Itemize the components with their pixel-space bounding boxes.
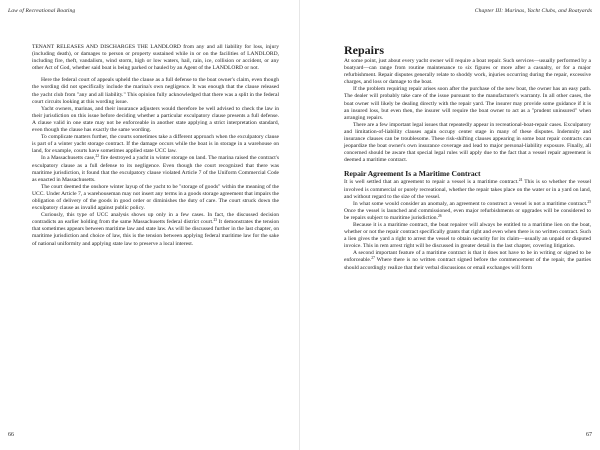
paragraph-text: A second important feature of a maritime contract is that it does not have to be in writing or signed to be enforceable. <box>344 250 591 264</box>
paragraph-text: This is so whether the vessel involved is commercial or purely recreational, whether the repair takes place on the water or in a yard on land, and without regard to the size of the vessel. <box>344 179 591 200</box>
running-head-left: Law of Recreational Boating <box>8 8 76 14</box>
right-page <box>300 0 600 450</box>
footnote-ref[interactable]: 24 <box>518 178 523 183</box>
paragraph: Yacht owners, marinas, and their insurance adjusters would therefore be well advised to check the law in their jurisdiction on this issue before deciding whether a particular exculpatory clause presents a full defense. A clause valid in one state may not be enforceable in another state applying a strict interpretation standard, even though the clause has exactly the same wording. <box>32 105 279 134</box>
footnote-ref[interactable]: 27 <box>371 256 375 261</box>
subsection-title: Repair Agreement Is a Maritime Contract <box>344 169 481 179</box>
paragraph-text: In a Massachusetts case, <box>41 155 96 162</box>
paragraph-text: In what some would consider an anomaly, an agreement to construct a vessel is not a maritime contract. <box>353 200 588 207</box>
page-number-left: 66 <box>8 432 14 438</box>
paragraph <box>344 250 591 271</box>
paragraph <box>344 179 591 200</box>
paragraph-text: It demonstrates the tension that sometimes appears between maritime law and state law. As will be discussed further in the last chapter, on maritime jurisdiction and choice of law, this is the tension between applying federal maritime law for the sake of national uniformity and applying state law to preserve a local interest. <box>32 219 279 247</box>
section-title: Repairs <box>344 43 384 57</box>
paragraph: The court deemed the onshore winter layup of the yacht to be "storage of goods" within the meaning of the UCC. Under Article 7, a warehouseman may not insert any terms in a goods storage agreement that impairs the obligation of delivery of the goods in good order or diminishes the duty of care. The court struck down the exculpatory clause as invalid against public policy. <box>32 183 279 212</box>
paragraph: If the problem requiring repair arises soon after the purchase of the new boat, the owner has an easy path. The dealer will probably take care of the issue pursuant to the manufacturer's warranty. In all other cases, the boat owner will likely be dealing directly with the repair yard. The insurer may provide some guidance if it is an insured loss, but even then, the insurer will require the boat owner to act as a "prudent uninsured" when arranging repairs. <box>344 86 591 121</box>
page-number-right: 67 <box>586 432 592 438</box>
left-text-column <box>32 44 279 248</box>
paragraph-text: Once the vessel is launched and commissioned, even major refurbishments or upgrades will be considered to be repairs subject to maritime jurisdiction. <box>344 207 591 221</box>
footnote-ref[interactable]: 26 <box>437 213 442 218</box>
paragraph-text: Curiously, this type of UCC analysis shows up only in a few cases. In fact, the discussed decision contradicts an earlier holding from the same Massachusetts federal district court. <box>32 212 279 226</box>
paragraph <box>32 155 279 183</box>
exculpatory-clause-quote: TENANT RELEASES AND DISCHARGES THE LANDLORD from any and all liability for loss, injury (including death), or damages to person or property sustained while in or on the facilities of LANDLORD, including fire, theft, vandalism, wind storm, high or low waters, hail, rain, ice, collision or accident, or any other Act of God, whether said boat is being parked or hauled by an Agent of the LANDLORD or not. <box>32 44 279 72</box>
right-text-column <box>344 44 591 272</box>
paragraph: Because it is a maritime contract, the boat repairer will always be entitled to a maritime lien on the boat, whether or not the repair contract specifically grants that right and even when there is no written contract. Such a lien gives the yard a right to arrest the vessel to obtain security for its claim—usually an unpaid or disputed invoice. This in rem arrest right will be discussed in greater detail in the last chapter, covering litigation. <box>344 221 591 250</box>
paragraph: To complicate matters further, the courts sometimes take a different approach when the exculpatory clause is part of a winter yacht storage contract. If the damage occurs while the boat is in storage in a warehouse on land, for example, courts have sometimes applied state UCC law. <box>32 134 279 155</box>
paragraph <box>344 201 591 222</box>
running-head-right: Chapter III: Marinas, Yacht Clubs, and Boatyards <box>474 8 592 14</box>
paragraph: Here the federal court of appeals upheld the clause as a full defense to the boat owner's claim, even though the wording did not specifically include the marina's own negligence. It was enough that the clause released the yacht club from "any and all liability." This opinion fully acknowledged that there was a split in the federal court circuits looking at this wording issue. <box>32 77 279 105</box>
paragraph: At some point, just about every yacht owner will require a boat repair. Such services—usually performed by a boatyard—can range from routine maintenance to six figures or more after a casualty, or for a major refurbishment. Repair disputes generally relate to shoddy work, injuries occurring during the repair, excessive charges, and loss or damage to the boat. <box>344 58 591 86</box>
footnote-ref[interactable]: 22 <box>95 154 100 159</box>
footnote-ref[interactable]: 23 <box>213 218 218 223</box>
paragraph: There are a few important legal issues that repeatedly appear in recreational-boat-repair cases. Exculpatory and limitation-of-liability clauses again occupy center stage in many of these disputes. Indemnity and insurance clauses can be troublesome. These risk-shifting clauses appearing in some boat repair contracts can jeopardize the boat owner's own insurance coverage and lead to major personal-liability exposure. Finally, all concerned should be aware that special legal rules will apply due to the fact that a vessel repair agreement is deemed a maritime contract. <box>344 121 591 164</box>
footnote-ref[interactable]: 25 <box>587 199 591 204</box>
paragraph-text: It is well settled that an agreement to repair a vessel is a maritime contract. <box>344 179 519 186</box>
paragraph <box>32 212 279 247</box>
paragraph-text: Where there is no written contract signed before the commencement of the repair, the parties should accordingly realize that their verbal discussions or email exchanges will form <box>344 257 591 271</box>
paragraph-text: fire destroyed a yacht in winter storage on land. The marina raised the contract's exculpatory clause as a full defense to its negligence. Even though the court recognized that there was maritime jurisdiction, it found that the exculpatory clause violated Article 7 of the Uniform Commercial Code as enacted in Massachusetts. <box>32 155 280 183</box>
